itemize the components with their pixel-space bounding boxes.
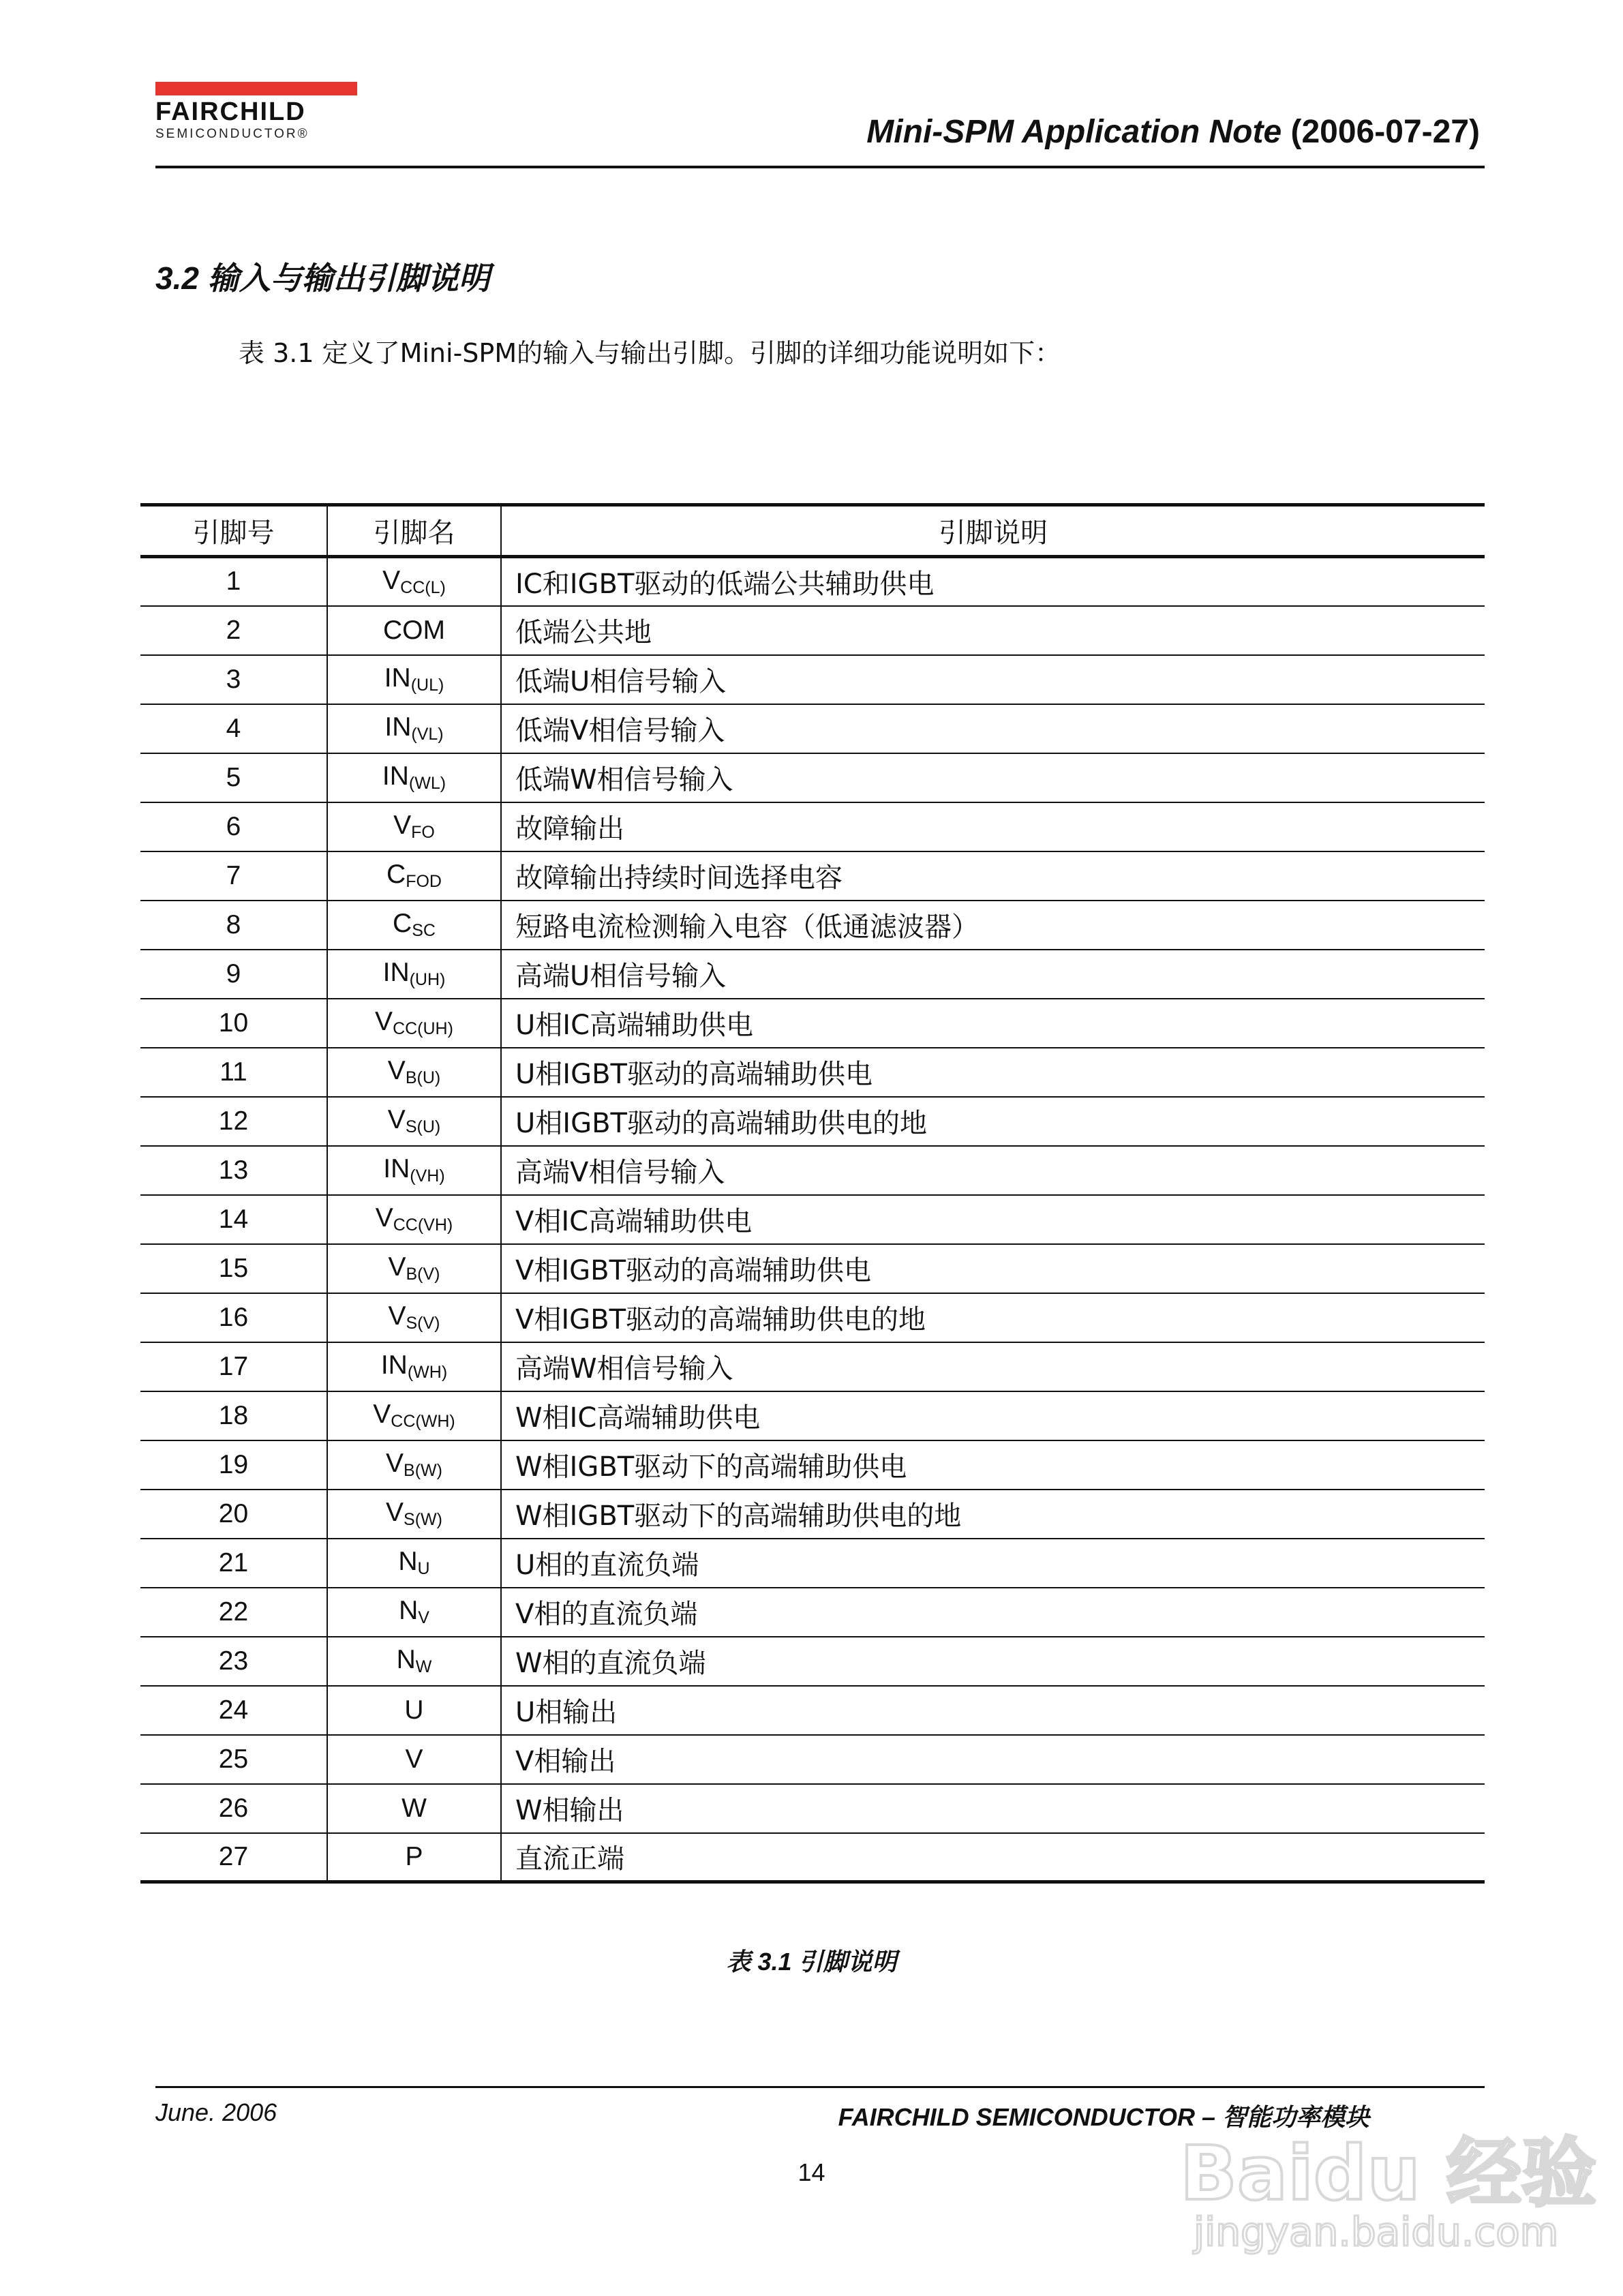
pin-name-subscript: (VH) [410, 1166, 445, 1185]
pin-description: W相IC高端辅助供电 [501, 1391, 1485, 1440]
pin-table-header [140, 505, 1485, 557]
pin-name-base: V [387, 1105, 406, 1134]
pin-name-subscript: S(W) [404, 1510, 442, 1529]
pin-description: 短路电流检测输入电容（低通滤波器） [501, 901, 1485, 950]
table-row [140, 1539, 1485, 1588]
pin-number: 5 [140, 753, 327, 802]
pin-number: 13 [140, 1146, 327, 1195]
pin-name-subscript: V [418, 1608, 429, 1627]
pin-name-subscript: B(W) [404, 1461, 442, 1480]
logo-sub-text: SEMICONDUCTOR® [155, 127, 309, 141]
pin-description: V相IGBT驱动的高端辅助供电 [501, 1244, 1485, 1293]
pin-name-base: V [388, 1301, 406, 1331]
pin-name-subscript: FO [411, 823, 435, 842]
pin-name-subscript: CC(L) [400, 577, 446, 597]
table-row [140, 1686, 1485, 1735]
pin-number: 23 [140, 1637, 327, 1686]
pin-name-base: N [398, 1547, 418, 1576]
pin-name-base: C [393, 909, 412, 938]
pin-name-subscript: SC [412, 921, 436, 940]
table-row [140, 1244, 1485, 1293]
pin-description: 直流正端 [501, 1833, 1485, 1882]
pin-table [140, 503, 1485, 1884]
header-pin-name: 引脚名 [327, 505, 501, 557]
table-row [140, 1440, 1485, 1490]
pin-name [327, 1391, 501, 1440]
pin-number: 1 [140, 557, 327, 606]
pin-name [327, 606, 501, 655]
pin-description: V相IC高端辅助供电 [501, 1195, 1485, 1244]
watermark-logo: Baidu 经验 [1180, 2130, 1597, 2217]
table-row [140, 950, 1485, 999]
table-row [140, 1637, 1485, 1686]
pin-description: 高端W相信号输入 [501, 1342, 1485, 1391]
pin-number: 19 [140, 1440, 327, 1490]
pin-name [327, 1293, 501, 1342]
pin-description: W相输出 [501, 1784, 1485, 1833]
pin-name [327, 1097, 501, 1146]
pin-name-base: V [375, 1007, 393, 1036]
pin-description: IC和IGBT驱动的低端公共辅助供电 [501, 557, 1485, 606]
pin-description: 高端U相信号输入 [501, 950, 1485, 999]
pin-name [327, 753, 501, 802]
table-row [140, 557, 1485, 606]
pin-number: 14 [140, 1195, 327, 1244]
table-row [140, 606, 1485, 655]
pin-name-subscript: B(V) [406, 1265, 440, 1284]
pin-description: 低端W相信号输入 [501, 753, 1485, 802]
pin-name-subscript: (UL) [410, 676, 444, 695]
pin-name-base: V [375, 1203, 393, 1233]
pin-name [327, 1146, 501, 1195]
pin-name [327, 1833, 501, 1882]
pin-number: 12 [140, 1097, 327, 1146]
pin-description: 低端U相信号输入 [501, 655, 1485, 704]
pin-description: U相的直流负端 [501, 1539, 1485, 1588]
pin-name-subscript: CC(UH) [393, 1019, 453, 1038]
pin-name-base: C [386, 860, 406, 889]
pin-description: 故障输出 [501, 802, 1485, 851]
intro-paragraph: 表 3.1 定义了Mini-SPM的输入与输出引脚。引脚的详细功能说明如下： [239, 338, 1061, 368]
watermark-url: jingyan.baidu.com [1194, 2209, 1559, 2255]
pin-name [327, 1048, 501, 1097]
table-row [140, 1784, 1485, 1833]
pin-description: V相的直流负端 [501, 1588, 1485, 1637]
pin-name [327, 1539, 501, 1588]
pin-name-base: V [386, 1498, 404, 1527]
pin-number: 2 [140, 606, 327, 655]
pin-name-subscript: B(U) [405, 1068, 441, 1087]
fairchild-logo [155, 82, 357, 142]
table-row [140, 1391, 1485, 1440]
pin-name-subscript: S(U) [405, 1117, 441, 1136]
pin-description: 低端公共地 [501, 606, 1485, 655]
pin-name [327, 655, 501, 704]
header-pin-description: 引脚说明 [501, 505, 1485, 557]
pin-name-subscript: (UH) [409, 970, 446, 989]
header-pin-number: 引脚号 [140, 505, 327, 557]
page-number: 14 [798, 2158, 825, 2186]
pin-number: 9 [140, 950, 327, 999]
pin-number: 24 [140, 1686, 327, 1735]
pin-name [327, 1588, 501, 1637]
table-row [140, 1490, 1485, 1539]
pin-number: 4 [140, 704, 327, 753]
pin-description: W相IGBT驱动下的高端辅助供电的地 [501, 1490, 1485, 1539]
pin-name [327, 851, 501, 901]
pin-name-base: V [387, 1056, 406, 1085]
pin-number: 8 [140, 901, 327, 950]
pin-number: 20 [140, 1490, 327, 1539]
pin-name-base: IN [383, 1154, 410, 1183]
table-row [140, 1048, 1485, 1097]
header-date: (2006-07-27) [1290, 114, 1480, 150]
pin-description: V相IGBT驱动的高端辅助供电的地 [501, 1293, 1485, 1342]
table-row [140, 1735, 1485, 1784]
header-divider [155, 166, 1485, 168]
pin-number: 10 [140, 999, 327, 1048]
header-title [866, 113, 1480, 151]
pin-name [327, 1244, 501, 1293]
header-row [140, 505, 1485, 557]
pin-name-subscript: S(V) [406, 1314, 440, 1333]
table-row [140, 901, 1485, 950]
pin-number: 25 [140, 1735, 327, 1784]
pin-name [327, 802, 501, 851]
footer-company: FAIRCHILD SEMICONDUCTOR – 智能功率模块 [838, 2103, 1369, 2131]
table-row [140, 851, 1485, 901]
pin-name-subscript: CC(VH) [393, 1215, 453, 1235]
table-row [140, 1146, 1485, 1195]
logo-red-bar [155, 82, 357, 95]
logo-brand-text: FAIRCHILD [155, 97, 306, 126]
pin-description: V相输出 [501, 1735, 1485, 1784]
pin-description: U相输出 [501, 1686, 1485, 1735]
pin-name [327, 1637, 501, 1686]
table-row [140, 704, 1485, 753]
pin-name-base: V [382, 565, 401, 595]
pin-number: 15 [140, 1244, 327, 1293]
pin-name [327, 950, 501, 999]
pin-number: 21 [140, 1539, 327, 1588]
pin-name [327, 1342, 501, 1391]
pin-name-base: P [405, 1841, 423, 1871]
pin-name-base: IN [384, 712, 412, 742]
table-row [140, 802, 1485, 851]
pin-name-base: IN [382, 761, 409, 791]
pin-name-subscript: (VL) [411, 725, 444, 744]
pin-name-base: IN [384, 663, 411, 693]
pin-number: 11 [140, 1048, 327, 1097]
pin-description: U相IGBT驱动的高端辅助供电 [501, 1048, 1485, 1097]
table-row [140, 1097, 1485, 1146]
pin-description: W相IGBT驱动下的高端辅助供电 [501, 1440, 1485, 1490]
pin-name-subscript: FOD [406, 872, 442, 891]
pin-name-base: COM [383, 615, 445, 645]
table-caption: 表 3.1 引脚说明 [726, 1948, 897, 1976]
pin-number: 27 [140, 1833, 327, 1882]
pin-name [327, 557, 501, 606]
header-title-text: Mini-SPM Application Note [866, 114, 1282, 150]
table-row [140, 1833, 1485, 1882]
table-row [140, 1293, 1485, 1342]
table-row [140, 1588, 1485, 1637]
pin-number: 22 [140, 1588, 327, 1637]
pin-name-base: W [401, 1793, 427, 1823]
pin-name [327, 901, 501, 950]
pin-number: 26 [140, 1784, 327, 1833]
pin-table-body [140, 557, 1485, 1882]
pin-name-subscript: W [415, 1657, 432, 1676]
pin-name-base: N [396, 1645, 416, 1674]
pin-name [327, 704, 501, 753]
pin-name [327, 1440, 501, 1490]
pin-description: U相IGBT驱动的高端辅助供电的地 [501, 1097, 1485, 1146]
table-row [140, 753, 1485, 802]
pin-name [327, 999, 501, 1048]
pin-number: 3 [140, 655, 327, 704]
pin-name [327, 1490, 501, 1539]
pin-number: 7 [140, 851, 327, 901]
pin-name-base: V [386, 1449, 404, 1478]
pin-description: 高端V相信号输入 [501, 1146, 1485, 1195]
pin-name [327, 1686, 501, 1735]
pin-name-subscript: U [417, 1559, 430, 1578]
pin-name-subscript: (WH) [407, 1363, 448, 1382]
pin-name-base: V [373, 1400, 391, 1429]
pin-name-base: IN [382, 958, 410, 987]
footer-date: June. 2006 [155, 2098, 277, 2126]
pin-number: 6 [140, 802, 327, 851]
table-row [140, 655, 1485, 704]
pin-number: 16 [140, 1293, 327, 1342]
pin-name-base: V [405, 1744, 423, 1774]
pin-number: 17 [140, 1342, 327, 1391]
pin-description: U相IC高端辅助供电 [501, 999, 1485, 1048]
pin-description: W相的直流负端 [501, 1637, 1485, 1686]
baidu-watermark [1153, 2072, 1597, 2277]
pin-name-base: V [388, 1252, 406, 1282]
table-row [140, 1342, 1485, 1391]
pin-name-subscript: CC(WH) [391, 1412, 455, 1431]
pin-name [327, 1735, 501, 1784]
section-title: 3.2 输入与输出引脚说明 [155, 260, 490, 296]
pin-description: 故障输出持续时间选择电容 [501, 851, 1485, 901]
pin-name-base: N [399, 1596, 419, 1625]
pin-name-subscript: (WL) [408, 774, 446, 793]
pin-name-base: U [404, 1695, 424, 1725]
pin-description: 低端V相信号输入 [501, 704, 1485, 753]
pin-name [327, 1195, 501, 1244]
pin-name-base: IN [380, 1350, 408, 1380]
pin-name-base: V [393, 811, 412, 840]
pin-number: 18 [140, 1391, 327, 1440]
table-row [140, 999, 1485, 1048]
pin-name [327, 1784, 501, 1833]
table-row [140, 1195, 1485, 1244]
